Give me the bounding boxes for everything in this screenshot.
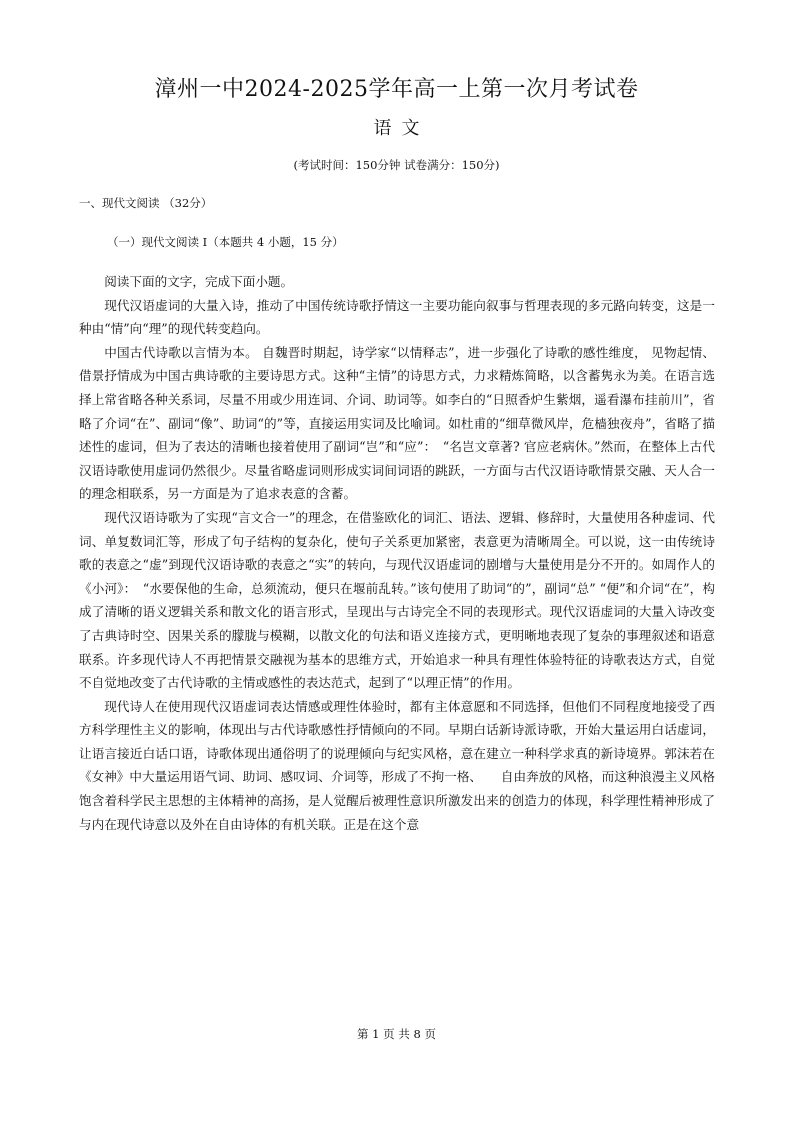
exam-info: (考试时间：150分钟 试卷满分：150分): [293, 158, 500, 172]
page-number: 第 1 页 共 8 页: [357, 1027, 436, 1041]
passage-paragraph-1: 现代汉语虚词的大量入诗，推动了中国传统诗歌抒情这一主要功能向叙事与哲理表现的多元路向转变，这是一种由“情”向“理”的现代转变趋向。: [79, 297, 715, 337]
passage-paragraph-4: 现代诗人在使用现代汉语虚词表达情感或理性体验时，都有主体意愿和不同选择，但他们不同程度地接受了西方科学理性主义的影响，体现出与古代诗歌感性抒情倾向的不同。早期白话新诗派诗歌，开始大量运用白话虚词，让语言接近白话口语，诗歌体现出通俗明了的说理倾向与纪实风格，意在建立一种科学求真的新诗境界。郭沫若在《女神》中大量运用语气词、助词、感叹词、介词等，形成了不拘一格、 自由奔放的风格，而这种浪漫主义风格饱含着科学民主思想的主体精神的高扬，是人觉醒后被理性意识所激发出来的创造力的体现，科学理性精神形成了与内在现代诗意以及外在自由诗体的有机关联。正是在这个意: [79, 698, 715, 832]
subject-title: 语文: [373, 118, 430, 139]
subsection-heading: （一）现代文阅读 I（本题共 4 小题，15 分）: [107, 235, 344, 249]
passage-body: [79, 270, 715, 836]
passage-paragraph-3: 现代汉语诗歌为了实现“言文合一”的理念，在借鉴欧化的词汇、语法、逻辑、修辞时，大量使用各种虚词、代词、单复数词汇等，形成了句子结构的复杂化，使句子关系更加紧密，表意更为清晰周全。可以说，这一由传统诗歌的表意之“虚”到现代汉语诗歌的表意之“实”的转向，与现代汉语虚词的剧增与大量使用是分不开的。如周作人的《小河》： “水要保他的生命，总须流动，便只在堰前乱转。”该句使用了助词“的”，副词“总” “便”和介词“在”，构成了清晰的语义逻辑关系和散文化的语言形式，呈现出与古诗完全不同的表现形式。现代汉语虚词的大量入诗改变了古典诗时空、因果关系的朦胧与模糊，以散文化的句法和语义连接方式，更明晰地表现了复杂的事理叙述和语意联系。许多现代诗人不再把情景交融视为基本的思维方式，开始追求一种具有理性体验特征的诗歌表达方式，自觉不自觉地改变了古代诗歌的主情或感性的表达范式，起到了“以理正情”的作用。: [79, 509, 715, 691]
section-heading: 一、现代文阅读 （32分）: [79, 196, 213, 210]
exam-title: 漳州一中2024-2025学年高一上第一次月考试卷: [154, 77, 639, 102]
passage-paragraph-2: 中国古代诗歌以言情为本。 自魏晋时期起，诗学家“以情释志”，进一步强化了诗歌的感性维度， 见物起情、借景抒情成为中国古典诗歌的主要诗思方式。这种“主情”的诗思方式，力求精炼简略，以含蓄隽永为美。在语言选择上常省略各种关系词，尽量不用或少用连词、介词、助词等。如李白的“日照香炉生紫烟，遥看瀑布挂前川”，省略了介词“在”、副词“像”、助词“的”等，直接运用实词及比喻词。如杜甫的“细草微风岸，危樯独夜舟”，省略了描述性的虚词，但为了表达的清晰也接着使用了副词“岂”和“应”： “名岂文章著? 官应老病休。”然而，在整体上古代汉语诗歌使用虚词仍然很少。尽量省略虚词则形成实词间词语的跳跃，一方面与古代汉语诗歌情景交融、天人合一的理念相联系，另一方面是为了追求表意的含蓄。: [79, 344, 715, 502]
passage-instruction: 阅读下面的文字，完成下面小题。: [104, 274, 294, 289]
